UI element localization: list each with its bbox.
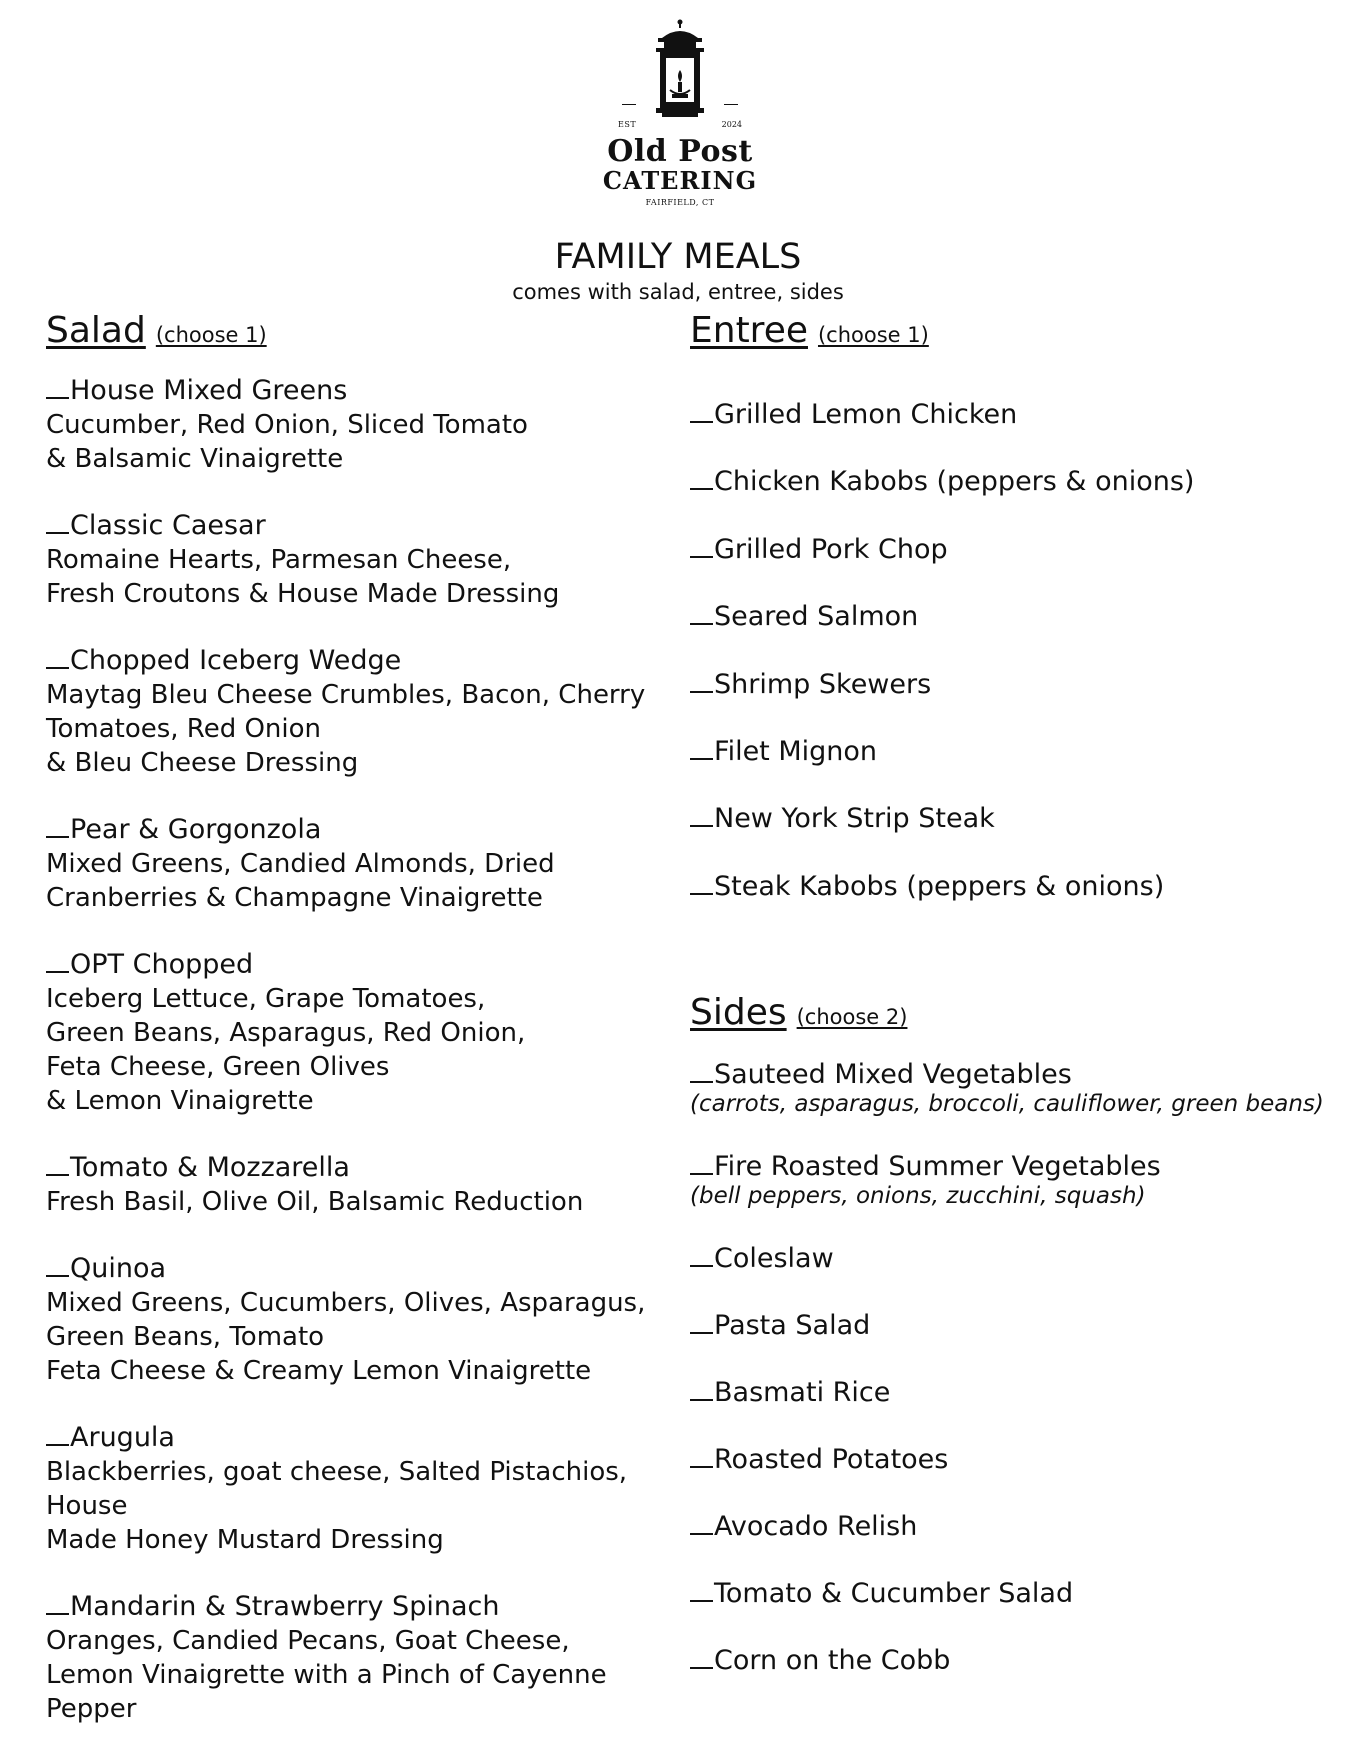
entree-title: Grilled Pork Chop [714,533,948,565]
side-title: Coleslaw [714,1243,834,1274]
entree-item [690,668,1330,735]
side-item [690,1644,1324,1678]
salad-title: Tomato & Mozzarella [70,1152,350,1183]
sides-section [690,990,1324,1711]
side-item [690,1510,1324,1544]
entree-heading-row [690,308,1330,354]
side-item [690,1058,1324,1117]
salad-description: Mixed Greens, Cucumbers, Olives, Asparagus, Green Beans, Tomato Feta Cheese & Creamy Lemon Vinaigrette [46,1288,646,1386]
salad-title: OPT Chopped [70,949,254,980]
blank-line [690,488,713,490]
entree-heading: Entree [690,310,808,351]
salad-description: Fresh Basil, Olive Oil, Balsamic Reduction [46,1187,584,1217]
side-title: Basmati Rice [714,1377,891,1408]
blank-line [690,1600,713,1602]
salad-title: Mandarin & Strawberry Spinach [70,1591,500,1622]
blank-line [46,1444,69,1446]
salad-heading: Salad [46,310,146,351]
salad-title: Arugula [70,1422,175,1453]
blank-line [690,1332,713,1334]
salad-title: Chopped Iceberg Wedge [70,645,402,676]
blank-line [46,1613,69,1615]
blank-line [46,1174,69,1176]
sides-heading: Sides [690,992,787,1033]
salad-description: Blackberries, goat cheese, Salted Pistachios, House Made Honey Mustard Dressing [46,1457,628,1555]
salad-item [46,948,686,1118]
entree-list [690,398,1330,937]
blank-line [690,1533,713,1535]
side-title: Roasted Potatoes [714,1444,949,1475]
logo-name-line1: Old Post [607,134,753,169]
blank-line [690,1399,713,1401]
side-title: Tomato & Cucumber Salad [714,1578,1074,1609]
blank-line [690,1173,713,1175]
entree-item [690,735,1330,802]
entree-item [690,600,1330,667]
side-note: (carrots, asparagus, broccoli, cauliflower, green beans) [690,1091,1324,1117]
blank-line [690,556,713,558]
entree-title: Grilled Lemon Chicken [714,399,1018,430]
entree-section [690,308,1330,937]
side-title: Avocado Relish [714,1511,918,1542]
side-item [690,1443,1324,1477]
salad-item [46,813,686,915]
sides-list [690,1058,1324,1678]
salad-title: Quinoa [70,1253,167,1284]
salad-list [46,374,686,1726]
entree-title: Filet Mignon [714,735,878,767]
salad-heading-row [46,308,686,354]
entree-item [690,398,1330,465]
sides-heading-row [690,990,1324,1036]
salad-item [46,644,686,780]
blank-line [46,532,69,534]
entree-title: New York Strip Steak [714,803,995,835]
brand-logo [600,18,760,218]
entree-title: Chicken Kabobs (peppers & onions) [714,466,1195,498]
side-item [690,1376,1324,1410]
blank-line [690,1265,713,1267]
blank-line [46,971,69,973]
logo-location: FAIRFIELD, CT [645,198,715,207]
blank-line [690,758,713,760]
salad-item [46,509,686,611]
salad-description: Oranges, Candied Pecans, Goat Cheese, Lemon Vinaigrette with a Pinch of Cayenne Pepper [46,1626,607,1724]
blank-line [690,893,713,895]
page-subtitle: comes with salad, entree, sides [512,280,844,304]
blank-line [690,421,713,423]
sides-choose-note: (choose 2) [796,1005,908,1029]
logo-est-year: 2024 [721,120,742,129]
salad-item [46,1252,686,1388]
blank-line [690,1081,713,1083]
logo-divider-left [622,104,636,105]
side-note: (bell peppers, onions, zucchini, squash) [690,1183,1146,1209]
side-item [690,1150,1324,1209]
salad-description: Mixed Greens, Candied Almonds, Dried Cranberries & Champagne Vinaigrette [46,849,555,913]
entree-item [690,465,1330,532]
salad-item [46,1151,686,1219]
side-item [690,1577,1324,1611]
salad-choose-note: (choose 1) [155,323,267,347]
salad-description: Iceberg Lettuce, Grape Tomatoes, Green Beans, Asparagus, Red Onion, Feta Cheese, Green Olives & Lemon Vinaigrette [46,984,526,1116]
salad-section [46,308,686,1759]
blank-line [46,836,69,838]
salad-description: Cucumber, Red Onion, Sliced Tomato & Balsamic Vinaigrette [46,410,528,474]
side-title: Pasta Salad [714,1310,871,1341]
side-item [690,1242,1324,1276]
salad-description: Maytag Bleu Cheese Crumbles, Bacon, Cherry Tomatoes, Red Onion & Bleu Cheese Dressing [46,680,646,778]
salad-title: House Mixed Greens [70,375,348,406]
lantern-icon [642,18,718,118]
blank-line [46,667,69,669]
blank-line [690,825,713,827]
blank-line [46,1275,69,1277]
logo-est-label: EST [618,120,637,129]
entree-item [690,870,1330,937]
salad-item [46,1590,686,1726]
entree-item [690,802,1330,869]
entree-title: Shrimp Skewers [714,668,932,700]
entree-title: Seared Salmon [714,601,919,633]
blank-line [690,691,713,693]
entree-choose-note: (choose 1) [817,323,929,347]
right-column [690,308,1330,1676]
salad-title: Pear & Gorgonzola [70,814,322,845]
side-title: Corn on the Cobb [714,1645,951,1676]
entree-item [690,533,1330,600]
blank-line [46,397,69,399]
logo-name-line2: CATERING [602,166,758,195]
salad-item [46,1421,686,1557]
salad-description: Romaine Hearts, Parmesan Cheese, Fresh Croutons & House Made Dressing [46,545,560,609]
blank-line [690,623,713,625]
side-item [690,1309,1324,1343]
side-title: Sauteed Mixed Vegetables [714,1059,1072,1090]
salad-title: Classic Caesar [70,510,266,541]
page-title: FAMILY MEALS [554,237,802,277]
logo-divider-right [724,104,738,105]
entree-title: Steak Kabobs (peppers & onions) [714,870,1165,902]
blank-line [690,1466,713,1468]
blank-line [690,1667,713,1669]
salad-item [46,374,686,476]
side-title: Fire Roasted Summer Vegetables [714,1151,1161,1182]
